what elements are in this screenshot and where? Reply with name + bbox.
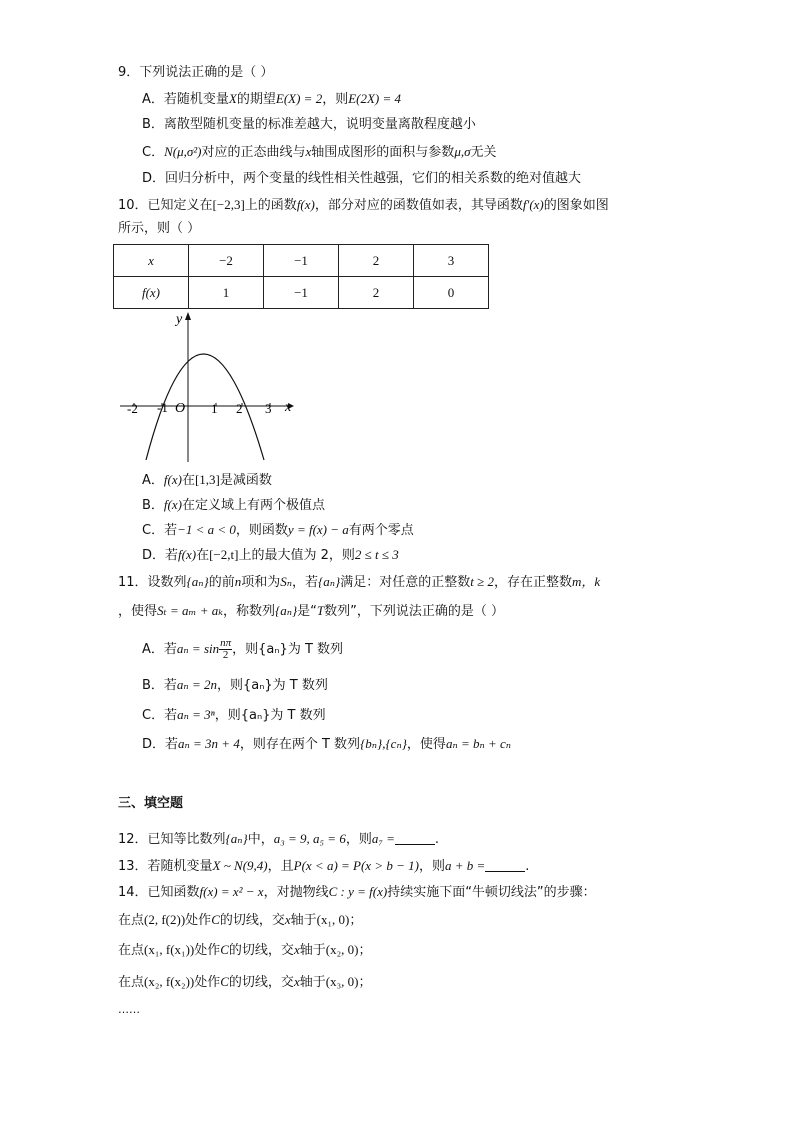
q10-stem-line1: 10．已知定义在[−2,3]上的函数f(x)，部分对应的函数值如表，其导函数f′(x)的图象如图 bbox=[118, 197, 609, 213]
table-cell: 2 bbox=[339, 277, 414, 309]
table-cell: x bbox=[114, 245, 189, 277]
answer-blank[interactable] bbox=[485, 859, 525, 872]
table-cell: 3 bbox=[414, 245, 489, 277]
q12: 12．已知等比数列{aₙ}中，a₃ = 9, a₅ = 6，则a₇ = . bbox=[118, 831, 440, 847]
table-cell: 2 bbox=[339, 245, 414, 277]
q11-option-a: A．若aₙ = sin $\frac{n\pi}{2}$ ，则{aₙ}为 T 数列 bbox=[142, 637, 344, 661]
q14-stem: 14．已知函数f(x) = x² − x，对抛物线C : y = f(x)持续实施下面“牛顿切线法”的步骤： bbox=[118, 884, 596, 900]
table-cell: 0 bbox=[414, 277, 489, 309]
fraction: $\frac{n\pi}{2}$ bbox=[220, 637, 232, 661]
section-title: 三、填空题 bbox=[118, 796, 184, 811]
q14-step2: 在点(x₁, f(x₁))处作C的切线，交x轴于(x₂, 0)； bbox=[118, 942, 372, 958]
table-cell: −2 bbox=[189, 245, 264, 277]
q14-step3: 在点(x₂, f(x₂))处作C的切线，交x轴于(x₃, 0)； bbox=[118, 974, 372, 990]
y-axis-label: y bbox=[176, 312, 183, 327]
q9-stem: 9．下列说法正确的是（ ） bbox=[118, 65, 274, 80]
q10-option-b: B．f(x)在定义域上有两个极值点 bbox=[142, 497, 325, 513]
q10-value-table bbox=[113, 244, 489, 309]
q10-option-c: C．若−1 < a < 0，则函数y = f(x) − a有两个零点 bbox=[142, 522, 414, 538]
q11-option-c: C．若aₙ = 3ⁿ，则{aₙ}为 T 数列 bbox=[142, 707, 326, 723]
table-cell: f(x) bbox=[114, 277, 189, 309]
q14-step1: 在点(2, f(2))处作C的切线，交x轴于(x₁, 0)； bbox=[118, 912, 363, 928]
q9-option-d: D．回归分析中，两个变量的线性相关性越强，它们的相关系数的绝对值越大 bbox=[142, 171, 582, 186]
table-row bbox=[114, 277, 489, 309]
tick-label: 3 bbox=[265, 401, 272, 416]
q10-derivative-graph bbox=[112, 308, 302, 468]
table-row bbox=[114, 245, 489, 277]
q10-option-a: A．f(x)在[1,3]是减函数 bbox=[142, 472, 272, 488]
origin-label: O bbox=[175, 401, 186, 416]
q10-option-d: D．若f(x)在[−2,t]上的最大值为 2，则2 ≤ t ≤ 3 bbox=[142, 547, 399, 563]
answer-blank[interactable] bbox=[395, 832, 435, 845]
q9-option-c: C．N(μ,σ²)对应的正态曲线与x轴围成图形的面积与参数μ,σ无关 bbox=[142, 144, 497, 160]
q11-stem-line2: ，使得Sₜ = aₘ + aₖ，称数列{aₙ}是“T数列”，下列说法正确的是（ ） bbox=[118, 603, 505, 619]
table-cell: −1 bbox=[264, 277, 339, 309]
q14-ellipsis: …… bbox=[118, 1003, 140, 1016]
q9-option-b: B．离散型随机变量的标准差越大，说明变量离散程度越小 bbox=[142, 117, 476, 132]
y-axis-arrow-icon bbox=[185, 312, 191, 320]
table-cell: 1 bbox=[189, 277, 264, 309]
tick-label: -1 bbox=[157, 400, 168, 415]
x-axis-label: x bbox=[285, 400, 292, 415]
q10-stem-line2: 所示，则（ ） bbox=[118, 221, 201, 236]
tick-label: 1 bbox=[211, 401, 218, 416]
tick-label: 2 bbox=[236, 401, 243, 416]
tick-label: -2 bbox=[127, 401, 138, 416]
q11-stem-line1: 11．设数列{aₙ}的前n项和为Sₙ，若{aₙ}满足：对任意的正整数t ≥ 2，存在正整数m，k bbox=[118, 574, 601, 590]
q11-option-b: B．若aₙ = 2n，则{aₙ}为 T 数列 bbox=[142, 677, 328, 693]
q11-option-d: D．若aₙ = 3n + 4，则存在两个 T 数列{bₙ},{cₙ}，使得aₙ = bₙ + cₙ bbox=[142, 736, 512, 752]
q9-option-a: A．若随机变量X的期望E(X) = 2，则E(2X) = 4 bbox=[142, 91, 402, 107]
q13: 13．若随机变量X ~ N(9,4)，且P(x < a) = P(x > b − 1)，则a + b = . bbox=[118, 858, 530, 874]
table-cell: −1 bbox=[264, 245, 339, 277]
